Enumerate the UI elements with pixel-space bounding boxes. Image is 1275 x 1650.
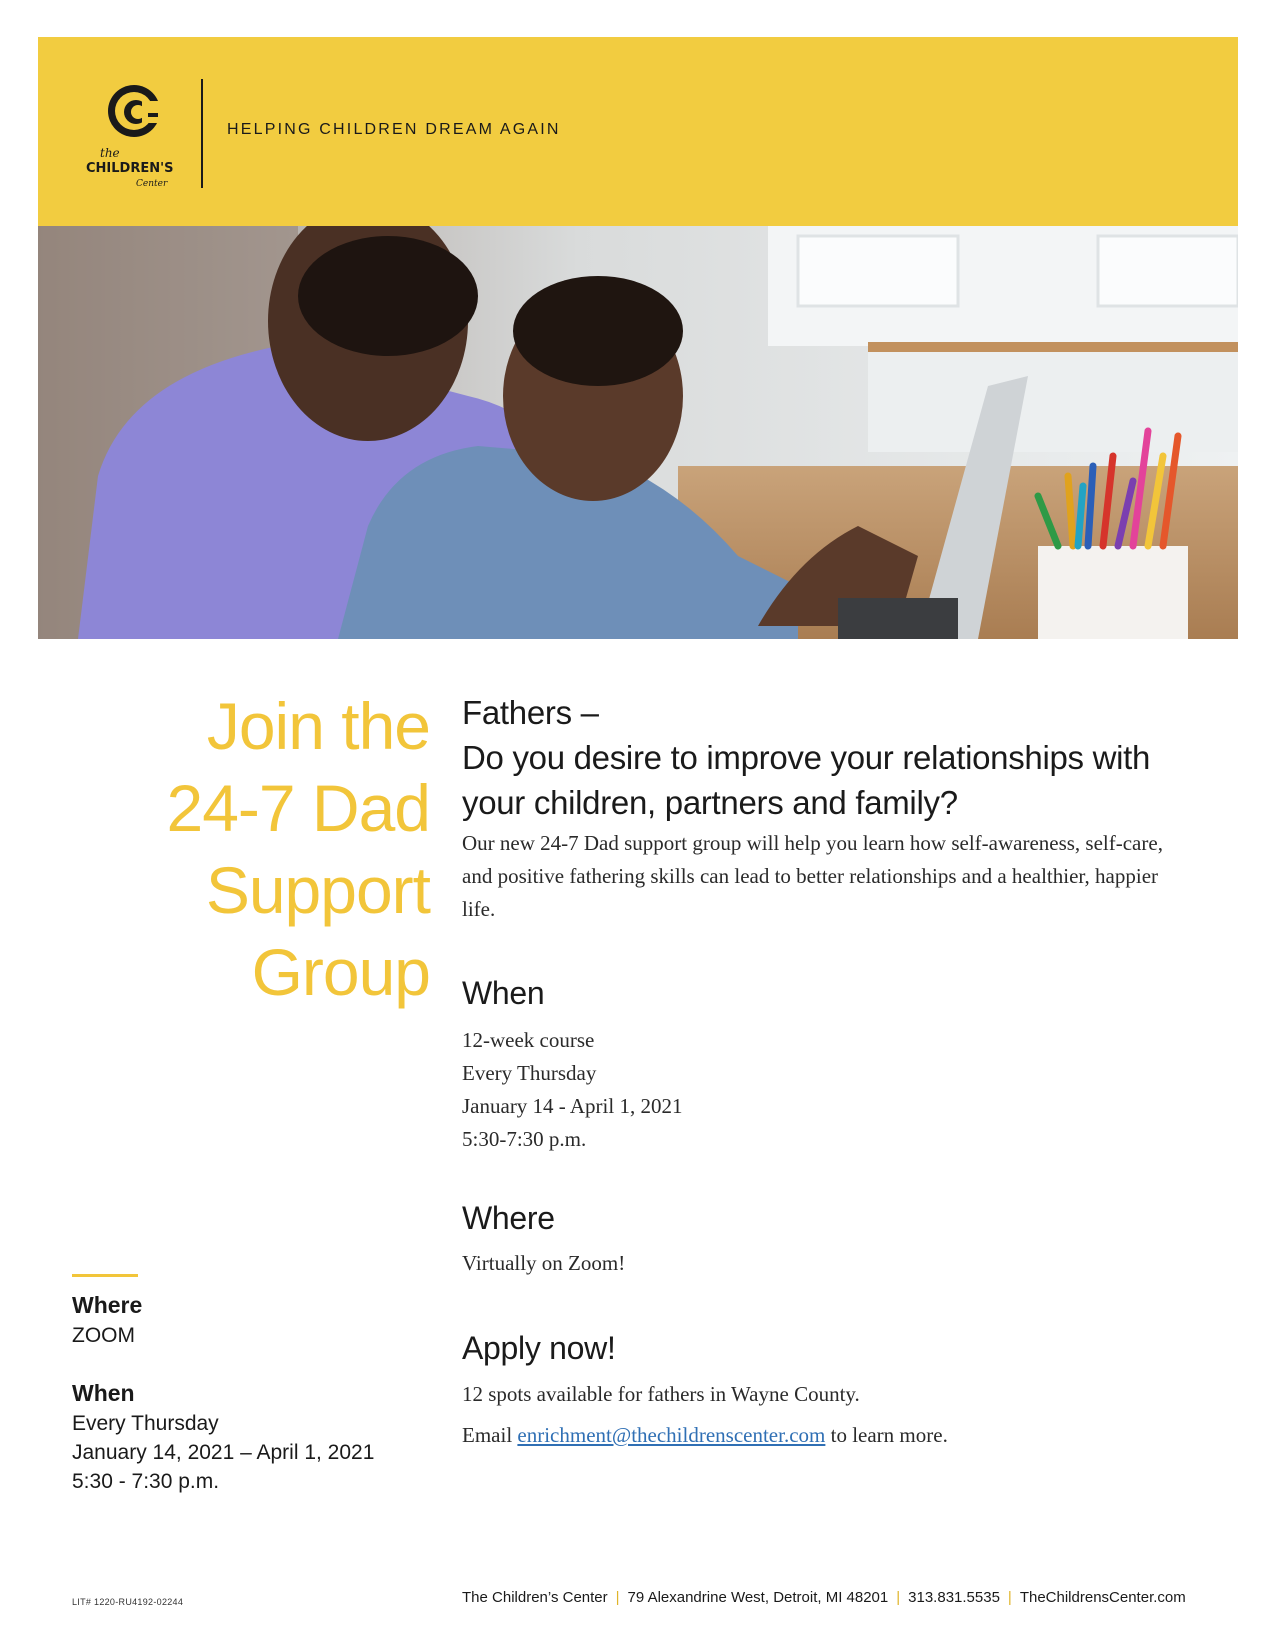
- footer-address: 79 Alexandrine West, Detroit, MI 48201: [627, 1589, 889, 1606]
- logo-childrens-text: CHILDREN'S: [86, 161, 174, 176]
- sidebar-when-line: Every Thursday: [72, 1412, 219, 1435]
- logo-center-text: Center: [136, 179, 168, 189]
- footer-separator: |: [896, 1589, 901, 1606]
- email-suffix: to learn more.: [825, 1423, 948, 1447]
- c-logo-icon: [86, 79, 206, 191]
- intro-paragraph: Our new 24-7 Dad support group will help you learn how self-awareness, self-care, and positive fathering skills can lead to better relationships and a healthier, happier life.: [462, 831, 1163, 921]
- when-details: [462, 1024, 682, 1156]
- footer: [462, 1589, 1186, 1606]
- email-link[interactable]: enrichment@thechildrenscenter.com: [517, 1423, 826, 1447]
- footer-separator: |: [615, 1589, 620, 1606]
- email-line: [462, 1419, 948, 1452]
- sidebar-rule: [72, 1274, 138, 1277]
- when-line: January 14 - April 1, 2021: [462, 1094, 683, 1118]
- when-line: Every Thursday: [462, 1061, 597, 1085]
- apply-text: 12 spots available for fathers in Wayne County.: [462, 1382, 860, 1406]
- where-text: Virtually on Zoom!: [462, 1251, 626, 1275]
- headline-line: Support: [205, 853, 430, 927]
- sidebar-when-line: January 14, 2021 – April 1, 2021: [72, 1441, 375, 1464]
- apply-heading: Apply now!: [462, 1330, 616, 1366]
- when-heading: When: [462, 975, 545, 1011]
- lit-code: LIT# 1220-RU4192-02244: [72, 1597, 184, 1607]
- footer-phone[interactable]: 313.831.5535: [908, 1589, 1000, 1606]
- headline-line: Join the: [206, 689, 430, 763]
- question-line: your children, partners and family?: [462, 784, 958, 821]
- question-line: Do you desire to improve your relationships with: [462, 739, 1151, 776]
- father-and-son-at-laptop-photo-icon: [38, 226, 1238, 639]
- email-prefix: Email: [462, 1423, 518, 1447]
- footer-website[interactable]: TheChildrensCenter.com: [1019, 1589, 1186, 1606]
- headline-line: 24-7 Dad: [166, 771, 430, 845]
- header-banner: [38, 37, 1238, 226]
- headline-line: Group: [251, 935, 430, 1009]
- headline: [130, 685, 430, 1013]
- main-content: [462, 690, 1222, 926]
- header-divider: [201, 79, 203, 188]
- question-line: Fathers –: [462, 694, 599, 731]
- childrens-center-logo[interactable]: [86, 79, 206, 191]
- footer-org: The Children’s Center: [462, 1589, 608, 1606]
- sidebar-where: [72, 1290, 142, 1350]
- sidebar-where-label: Where: [72, 1292, 143, 1318]
- hero-photo: [38, 226, 1238, 639]
- where-heading: Where: [462, 1200, 555, 1236]
- when-line: 12-week course: [462, 1028, 595, 1052]
- footer-separator: |: [1007, 1589, 1012, 1606]
- logo-the-text: the: [100, 146, 120, 160]
- sidebar-when-label: When: [72, 1380, 135, 1406]
- sidebar-where-value: ZOOM: [72, 1324, 135, 1347]
- when-line: 5:30-7:30 p.m.: [462, 1127, 587, 1151]
- sidebar-when: [72, 1378, 374, 1496]
- tagline: HELPING CHILDREN DREAM AGAIN: [227, 121, 561, 138]
- sidebar-when-line: 5:30 - 7:30 p.m.: [72, 1470, 220, 1493]
